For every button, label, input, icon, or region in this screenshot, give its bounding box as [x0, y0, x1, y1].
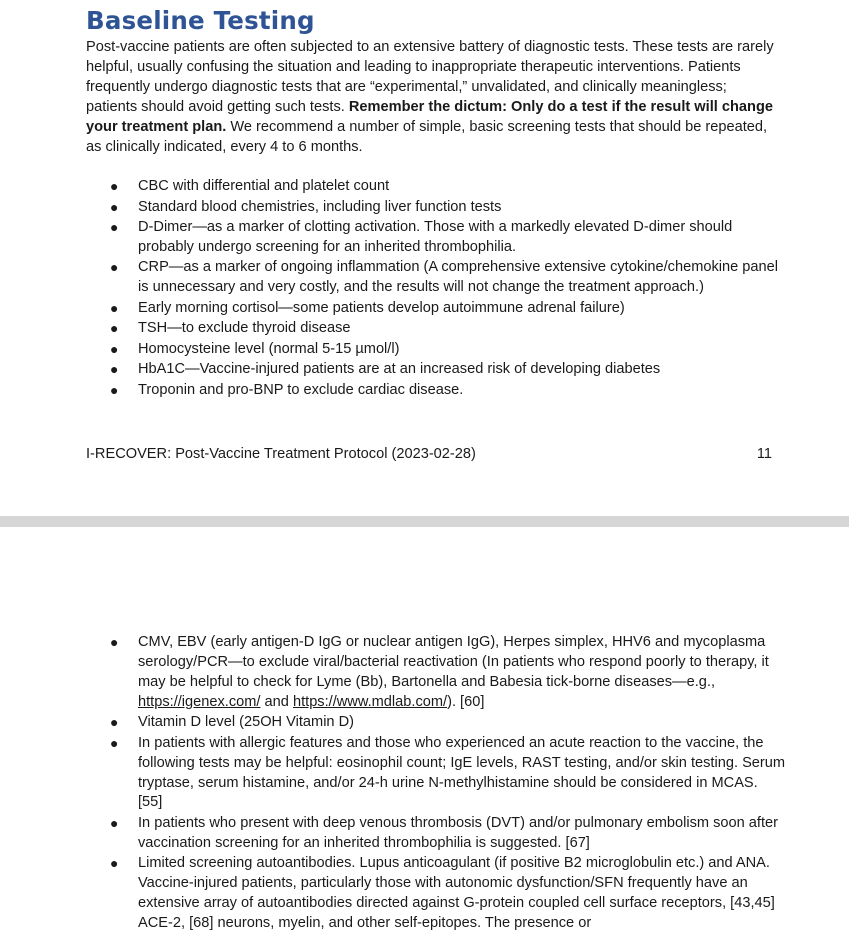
document-page-12 [0, 527, 849, 934]
bullet-icon: ● [110, 814, 119, 831]
page-number: 11 [756, 446, 772, 462]
list-item [86, 198, 786, 218]
list-item [86, 633, 786, 713]
list-item [86, 734, 786, 814]
page-separator [0, 516, 849, 527]
list-item-text [138, 634, 769, 710]
bullet-icon: ● [110, 734, 119, 751]
igenex-link[interactable]: https://igenex.com/ [138, 693, 261, 710]
list-item [86, 340, 786, 360]
list-item [86, 299, 786, 319]
intro-paragraph [86, 38, 776, 157]
baseline-test-list [86, 177, 786, 401]
list-item-text: Homocysteine level (normal 5-15 µmol/l) [138, 340, 400, 357]
list-item-text: HbA1C—Vaccine-injured patients are at an increased risk of developing diabetes [138, 361, 661, 378]
list-item-text: In patients who present with deep venous thrombosis (DVT) and/or pulmonary embolism soon after vaccination screening for an inherited thrombophilia is suggested. [67] [138, 814, 779, 851]
list-item [86, 218, 786, 258]
list-item [86, 258, 786, 298]
page-footer-title: I-RECOVER: Post-Vaccine Treatment Protocol (2023-02-28) [86, 446, 476, 462]
list-item-text: CRP—as a marker of ongoing inflammation (A comprehensive extensive cytokine/chemokine panel is unnecessary and very costly, and the results will not change the treatment approach.) [138, 259, 779, 296]
list-item-text: CBC with differential and platelet count [138, 178, 390, 194]
list-item [86, 381, 786, 401]
list-item-text: Vitamin D level (25OH Vitamin D) [138, 714, 355, 731]
additional-test-list [86, 633, 786, 935]
bullet-icon: ● [110, 178, 119, 194]
bullet-icon: ● [110, 361, 119, 378]
cmv-text-after: ). [60] [447, 693, 485, 710]
intro-text-part1: Post-vaccine patients are often subjected to an extensive battery of diagnostic tests. These tests are rarely helpful, usually confusing the situation and leading to inappropriate therapeutic interventions. Patients frequently undergo diagnostic tests that are “experimental,” unvalidated, and clinically meaningless; patients should avoid getting such tests. [86, 39, 774, 115]
cmv-text-before: CMV, EBV (early antigen-D IgG or nuclear antigen IgG), Herpes simplex, HHV6 and mycoplasma serology/PCR—to exclude viral/bacterial reactivation (In patients who respond poorly to therapy, it may be helpful to check for Lyme (Bb), Bartonella and Babesia tick-borne diseases—e.g., [138, 634, 769, 690]
list-item [86, 854, 786, 934]
intro-dictum-bold: Remember the dictum: Only do a test if the result will change your treatment plan. [86, 98, 773, 135]
list-item [86, 713, 786, 733]
bullet-icon: ● [110, 259, 119, 276]
bullet-icon: ● [110, 320, 119, 337]
bullet-icon: ● [110, 340, 119, 357]
list-item [86, 319, 786, 339]
list-item [86, 177, 786, 197]
list-item-text: Standard blood chemistries, including liver function tests [138, 198, 502, 215]
list-item [86, 814, 786, 854]
list-item-text: Troponin and pro-BNP to exclude cardiac disease. [138, 381, 464, 398]
bullet-icon: ● [110, 714, 119, 731]
bullet-icon: ● [110, 198, 119, 215]
list-item-text: D-Dimer—as a marker of clotting activation. Those with a markedly elevated D-dimer should probably undergo screening for an inherited thrombophilia. [138, 219, 733, 255]
section-heading: Baseline Testing [86, 6, 315, 35]
list-item-text: In patients with allergic features and those who experienced an acute reaction to the vaccine, the following tests may be helpful: eosinophil count; IgE levels, RAST testing, and/or skin testing. Serum tryptase, serum histamine, and/or 24-h urine N-methylhistamine should be considered in MCAS. [55] [138, 734, 786, 811]
list-item [86, 360, 786, 380]
bullet-icon: ● [110, 381, 119, 398]
intro-text-part2: We recommend a number of simple, basic screening tests that should be repeated, as clinically indicated, every 4 to 6 months. [86, 118, 768, 155]
mdlab-link[interactable]: https://www.mdlab.com/ [292, 693, 448, 710]
list-item-text: Limited screening autoantibodies. Lupus anticoagulant (if positive B2 microglobulin etc.) and ANA. Vaccine-injured patients, particularly those with autonomic dysfunction/SFN frequently have an extensive array of autoantibodies directed against G-protein coupled cell surface receptors, [43,45] ACE-2, [68] neurons, myelin, and other self-epitopes. The presence or [138, 855, 775, 932]
bullet-icon: ● [110, 855, 119, 872]
bullet-icon: ● [110, 299, 119, 316]
list-item-text: Early morning cortisol—some patients develop autoimmune adrenal failure) [138, 299, 625, 316]
bullet-icon: ● [110, 634, 119, 650]
bullet-icon: ● [110, 219, 119, 235]
list-item-text: TSH—to exclude thyroid disease [138, 320, 351, 337]
cmv-text-mid: and [260, 693, 293, 710]
